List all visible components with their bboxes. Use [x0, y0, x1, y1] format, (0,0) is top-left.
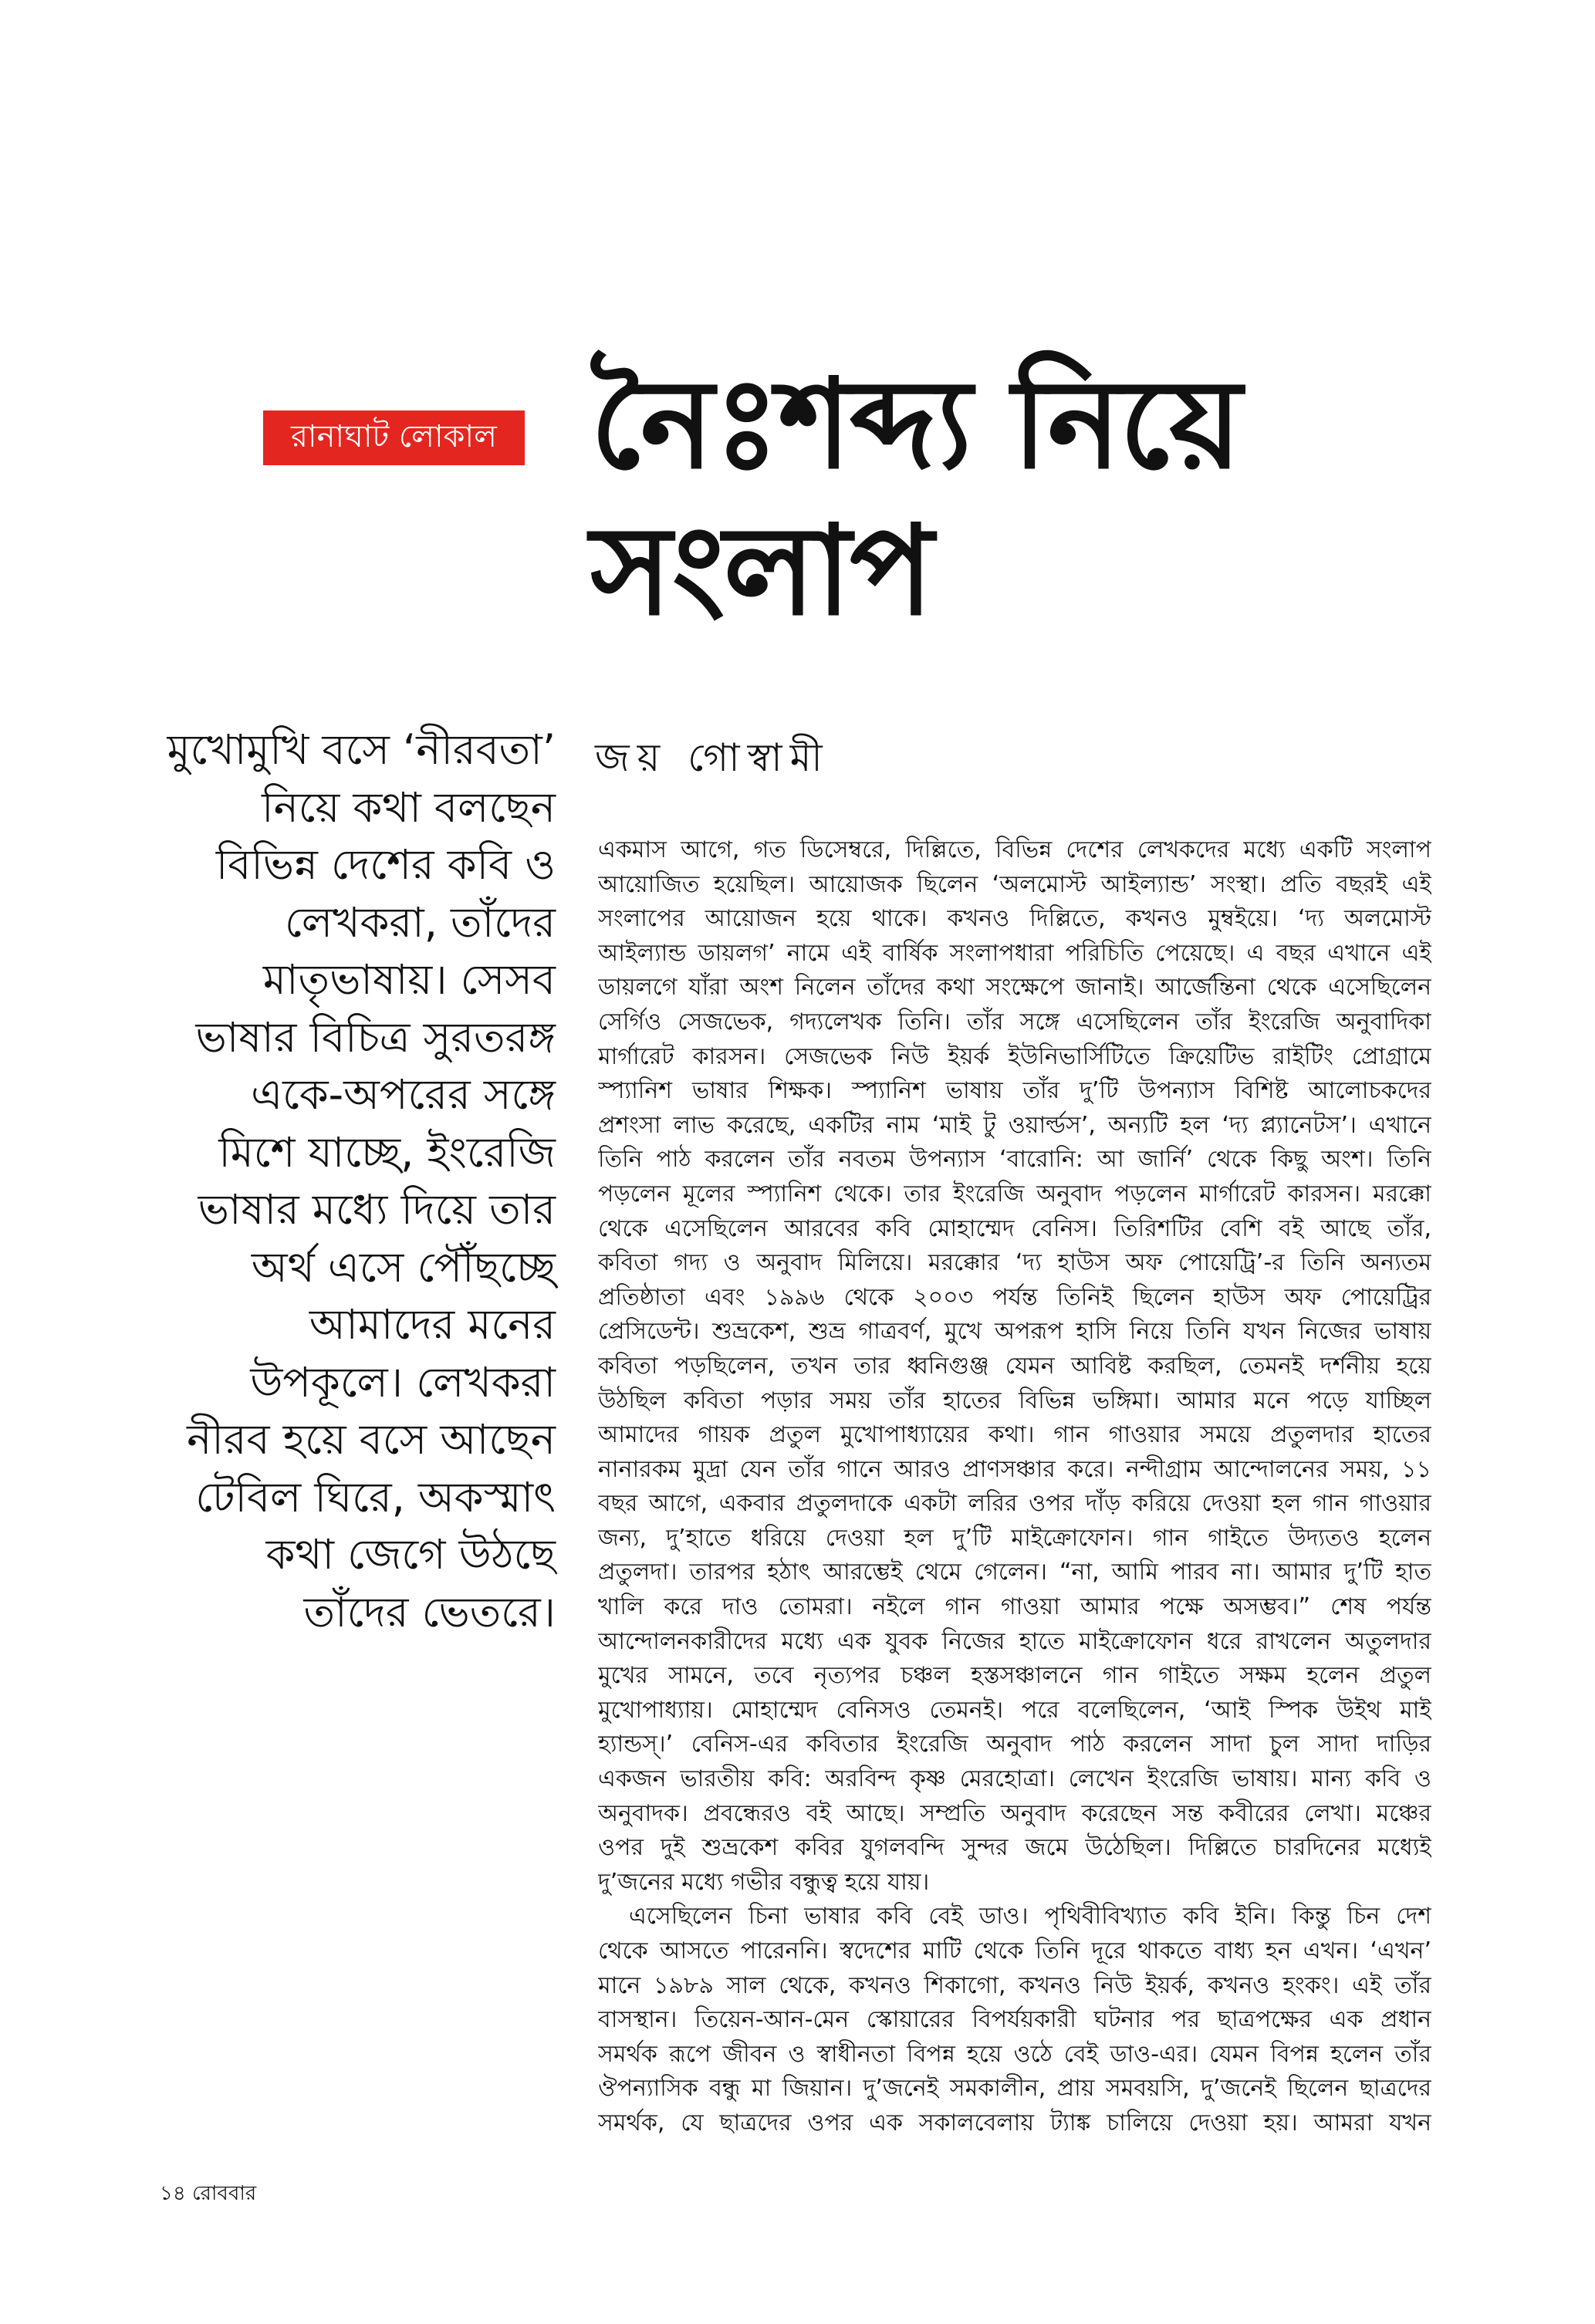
body-line: ওপর দুই শুভ্রকেশ কবির যুগলবন্দি সুন্দর জমে উঠেছিল। দিল্লিতে চারদিনের মধ্যেই: [598, 1834, 1431, 1862]
pull-quote-line: একে-অপরের সঙ্গে: [251, 1070, 556, 1119]
body-line: আন্দোলনকারীদের মধ্যে এক যুবক নিজের হাতে মাইক্রোফোন ধরে রাখলেন অতুলদার: [598, 1627, 1431, 1655]
body-line: সমর্থক, যে ছাত্রদের ওপর এক সকালবেলায় ট্যাঙ্ক চালিয়ে দেওয়া হয়। আমরা যখন: [598, 2109, 1431, 2137]
body-line: প্রতুলদা। তারপর হঠাৎ আরম্ভেই থেমে গেলেন। “না, আমি পারব না। আমার দু’টি হাত: [598, 1559, 1431, 1586]
page-footer: [160, 2177, 256, 2211]
body-line: জন্য, দু’হাতে ধরিয়ে দেওয়া হল দু’টি মাইক্রোফোন। গান গাইতে উদ্যতও হলেন: [598, 1524, 1431, 1552]
body-line: থেকে আসতে পারেননি। স্বদেশের মাটি থেকে তিনি দূরে থাকতে বাধ্য হন এখন। ‘এখন’: [598, 1937, 1431, 1964]
pull-quote-line: অর্থ এসে পৌঁছচ্ছে: [251, 1242, 556, 1292]
body-line: সের্গিও সেজভেক, গদ্যলেখক তিনি। তাঁর সঙ্গে এসেছিলেন তাঁর ইংরেজি অনুবাদিকা: [598, 1008, 1431, 1035]
pull-quote-line: মুখোমুখি বসে ‘নীরবতা’: [167, 725, 556, 774]
pull-quote: [139, 721, 556, 1641]
pull-quote-line: লেখকরা, তাঁদের: [284, 897, 556, 947]
body-line: প্রশংসা লাভ করেছে, একটির নাম ‘মাই টু ওয়ার্ল্ডস’, অন্যটি হল ‘দ্য প্ল্যানেটস’। এখানে: [598, 1111, 1431, 1139]
pull-quote-line: আমাদের মনের: [309, 1300, 556, 1349]
body-line: আইল্যান্ড ডায়লগ’ নামে এই বার্ষিক সংলাপধারা পরিচিতি পেয়েছে। এ বছর এখানে এই: [598, 939, 1431, 967]
body-line: সংলাপের আয়োজন হয়ে থাকে। কখনও দিল্লিতে, কখনও মুম্বইয়ে। ‘দ্য অলমোস্ট: [598, 905, 1431, 933]
section-tag: রানাঘাট লোকাল: [263, 410, 525, 465]
pull-quote-line: নীরব হয়ে বসে আছেন: [187, 1415, 556, 1464]
body-line: বাসস্থান। তিয়েন-আন-মেন স্কোয়ারের বিপর্যয়কারী ঘটনার পর ছাত্রপক্ষের এক প্রধান: [598, 2006, 1431, 2034]
body-line: মানে ১৯৮৯ সাল থেকে, কখনও শিকাগো, কখনও নিউ ইয়র্ক, কখনও হংকং। এই তাঁর: [598, 1971, 1431, 1999]
article-title: [590, 351, 1240, 644]
pull-quote-line: উপকূলে। লেখকরা: [250, 1357, 556, 1407]
magazine-name: রোববার: [192, 2182, 257, 2205]
body-line: আয়োজিত হয়েছিল। আয়োজক ছিলেন ‘অলমোস্ট আইল্যান্ড’ সংস্থা। প্রতি বছরই এই: [598, 870, 1431, 898]
body-line: স্প্যানিশ ভাষার শিক্ষক। স্প্যানিশ ভাষায় তাঁর দু’টি উপন্যাস বিশিষ্ট আলোচকদের: [598, 1077, 1431, 1105]
body-line: থেকে এসেছিলেন আরবের কবি মোহাম্মেদ বেনিস। তিরিশটির বেশি বই আছে তাঁর,: [598, 1214, 1431, 1242]
author-byline: জয় গোস্বামী: [595, 735, 830, 780]
body-line: মুখের সামনে, তবে নৃত্যপর চঞ্চল হস্তসঞ্চালনে গান গাইতে সক্ষম হলেন প্রতুল: [598, 1662, 1431, 1690]
pull-quote-line: কথা জেগে উঠছে: [265, 1530, 556, 1579]
pull-quote-line: মিশে যাচ্ছে, ইংরেজি: [218, 1127, 556, 1177]
page-number: ১৪: [160, 2182, 186, 2205]
body-line: কবিতা পড়ছিলেন, তখন তার ধ্বনিগুঞ্জ যেমন আবিষ্ট করছিল, তেমনই দর্শনীয় হয়ে: [598, 1352, 1431, 1380]
pull-quote-line: তাঁদের ভেতরে।: [303, 1587, 556, 1637]
body-line: দু’জনের মধ্যে গভীর বন্ধুত্ব হয়ে যায়।: [598, 1868, 930, 1896]
pull-quote-line: ভাষার বিচিত্র সুরতরঙ্গ: [195, 1012, 556, 1062]
body-line: ঔপন্যাসিক বন্ধু মা জিয়ান। দু’জনেই সমকালীন, প্রায় সমবয়সি, দু’জনেই ছিলেন ছাত্রদের: [598, 2075, 1431, 2103]
body-line: বছর আগে, একবার প্রতুলদাকে একটা লরির ওপর দাঁড় করিয়ে দেওয়া হল গান গাওয়ার: [598, 1490, 1431, 1518]
pull-quote-line: বিভিন্ন দেশের কবি ও: [215, 840, 556, 889]
pull-quote-line: ভাষার মধ্যে দিয়ে তার: [198, 1185, 556, 1234]
body-line: ডায়লগে যাঁরা অংশ নিলেন তাঁদের কথা সংক্ষেপে জানাই। আর্জেন্তিনা থেকে এসেছিলেন: [598, 974, 1431, 1002]
pull-quote-line: টেবিল ঘিরে, অকস্মাৎ: [195, 1472, 556, 1522]
body-line: সমর্থক রূপে জীবন ও স্বাধীনতা বিপন্ন হয়ে ওঠে বেই ডাও-এর। যেমন বিপন্ন হলেন তাঁর: [598, 2040, 1431, 2068]
body-line: প্রেসিডেন্ট। শুভ্রকেশ, শুভ্র গাত্রবর্ণ, মুখে অপরূপ হাসি নিয়ে তিনি যখন নিজের ভাষায়: [598, 1318, 1431, 1346]
title-line: সংলাপ: [590, 498, 932, 643]
body-line: অনুবাদক। প্রবন্ধেরও বই আছে। সম্প্রতি অনুবাদ করেছেন সন্ত কবীরের লেখা। মঞ্চের: [598, 1799, 1431, 1827]
title-line: নৈঃশব্দ্য নিয়ে: [590, 352, 1241, 496]
article-body: [598, 833, 1431, 2141]
body-line: একজন ভারতীয় কবি: অরবিন্দ কৃষ্ণ মেরহোত্রা। লেখেন ইংরেজি ভাষায়। মান্য কবি ও: [598, 1765, 1431, 1793]
body-line: মার্গারেট কারসন। সেজভেক নিউ ইয়র্ক ইউনিভার্সিটিতে ক্রিয়েটিভ রাইটিং প্রোগ্রামে: [598, 1042, 1431, 1070]
body-line: নানারকম মুদ্রা যেন তাঁর গানে আরও প্রাণসঞ্চার করে। নন্দীগ্রাম আন্দোলনের সময়, ১১: [598, 1455, 1431, 1483]
body-line: মুখোপাধ্যায়। মোহাম্মেদ বেনিসও তেমনই। পরে বলেছিলেন, ‘আই স্পিক উইথ মাই: [598, 1696, 1431, 1724]
body-line: খালি করে দাও তোমরা। নইলে গান গাওয়া আমার পক্ষে অসম্ভব।” শেষ পর্যন্ত: [598, 1593, 1431, 1621]
body-line: তিনি পাঠ করলেন তাঁর নবতম উপন্যাস ‘বারোনি: আ জার্নি’ থেকে কিছু অংশ। তিনি: [598, 1146, 1431, 1174]
body-line: হ্যান্ডস্।’ বেনিস-এর কবিতার ইংরেজি অনুবাদ পাঠ করলেন সাদা চুল সাদা দাড়ির: [598, 1731, 1431, 1758]
body-line: আমাদের গায়ক প্রতুল মুখোপাধ্যায়ের কথা। গান গাওয়ার সময়ে প্রতুলদার হাতের: [598, 1421, 1431, 1449]
body-line: একমাস আগে, গত ডিসেম্বরে, দিল্লিতে, বিভিন্ন দেশের লেখকদের মধ্যে একটি সংলাপ: [598, 836, 1431, 863]
body-line: প্রতিষ্ঠাতা এবং ১৯৯৬ থেকে ২০০৩ পর্যন্ত তিনিই ছিলেন হাউস অফ পোয়েট্রির: [598, 1283, 1431, 1311]
pull-quote-line: মাতৃভাষায়। সেসব: [262, 955, 556, 1004]
pull-quote-line: নিয়ে কথা বলছেন: [262, 782, 556, 832]
body-line: উঠছিল কবিতা পড়ার সময় তাঁর হাতের বিভিন্ন ভঙ্গিমা। আমার মনে পড়ে যাচ্ছিল: [598, 1387, 1431, 1414]
body-line: কবিতা গদ্য ও অনুবাদ মিলিয়ে। মরক্কোর ‘দ্য হাউস অফ পোয়েট্রি’-র তিনি অন্যতম: [598, 1249, 1431, 1277]
body-line: এসেছিলেন চিনা ভাষার কবি বেই ডাও। পৃথিবীবিখ্যাত কবি ইনি। কিন্তু চিন দেশ: [629, 1903, 1431, 1930]
body-line: পড়লেন মূলের স্প্যানিশ থেকে। তার ইংরেজি অনুবাদ পড়লেন মার্গারেট কারসন। মরক্কো: [598, 1180, 1431, 1208]
